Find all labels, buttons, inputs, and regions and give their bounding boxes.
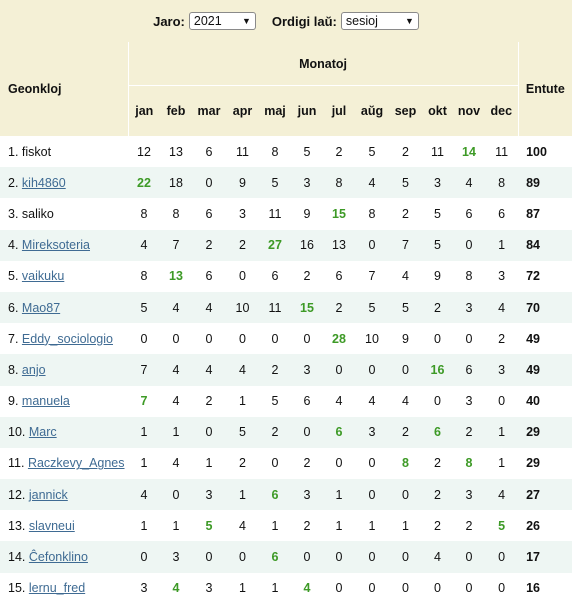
cell-month-value: 0: [239, 269, 246, 284]
cell-month-value: 2: [271, 362, 279, 377]
col-header-total: Entute: [518, 42, 572, 136]
cell-month-value: 0: [335, 362, 343, 377]
user-link[interactable]: vaikuku: [21, 269, 65, 284]
cell-total: 49: [526, 362, 541, 377]
chevron-down-icon: ▼: [241, 16, 251, 26]
cell-month-value: 1: [402, 518, 409, 533]
cell-month-value: 4: [368, 394, 376, 409]
cell-month-value: 2: [498, 331, 506, 346]
cell-month-value: 5: [271, 175, 279, 190]
cell-month-value: 6: [271, 550, 279, 565]
user-link[interactable]: Raczkevy_Agnes: [27, 456, 125, 471]
cell-month-value: 0: [303, 331, 311, 346]
cell-month-value: 2: [335, 144, 343, 159]
cell-month-value: 5: [205, 518, 213, 533]
cell-month-value: 4: [172, 456, 180, 471]
user-link[interactable]: Marc: [28, 425, 57, 440]
cell-month-value: 5: [402, 175, 409, 190]
cell-month-value: 1: [335, 487, 343, 502]
cell-month-value: 1: [172, 425, 180, 440]
chevron-down-icon: ▼: [404, 16, 414, 26]
cell-month-value: 4: [402, 269, 409, 284]
cell-month-value: 13: [332, 238, 346, 253]
cell-month-value: 3: [465, 300, 473, 315]
cell-month-value: 0: [303, 550, 311, 565]
cell-month-value: 2: [434, 518, 441, 533]
cell-month-value: 6: [335, 425, 343, 440]
cell-user: [0, 136, 128, 167]
cell-month-value: 8: [498, 175, 506, 190]
cell-month-value: 6: [465, 362, 473, 377]
cell-total: 49: [526, 331, 541, 346]
cell-month-value: 6: [303, 394, 311, 409]
cell-user: [0, 417, 128, 448]
cell-month-value: 4: [303, 581, 311, 596]
cell-month-value: 11: [236, 144, 249, 159]
order-label: Ordigi laŭ:: [271, 13, 337, 29]
cell-month-value: 1: [271, 518, 279, 533]
cell-user: [0, 167, 128, 198]
col-header-month: mar: [192, 86, 226, 137]
table-row: [0, 198, 572, 229]
cell-total: 87: [526, 206, 541, 221]
cell-month-value: 4: [205, 362, 213, 377]
cell-month-value: 4: [368, 175, 376, 190]
cell-month-value: 4: [498, 300, 506, 315]
cell-month-value: 4: [465, 175, 473, 190]
cell-user: [0, 198, 128, 229]
cell-month-value: 27: [268, 238, 282, 253]
cell-total: 16: [526, 581, 541, 596]
cell-month-value: 4: [239, 362, 246, 377]
cell-month-value: 0: [205, 331, 213, 346]
cell-month-value: 9: [402, 331, 409, 346]
cell-month-value: 2: [335, 300, 343, 315]
cell-month-value: 2: [402, 206, 409, 221]
cell-month-value: 1: [498, 456, 506, 471]
rank: 11.: [8, 456, 25, 471]
cell-month-value: 5: [434, 238, 441, 253]
rank: 8.: [8, 362, 19, 377]
cell-month-value: 8: [402, 456, 409, 471]
cell-month-value: 1: [498, 425, 506, 440]
cell-month-value: 16: [430, 362, 445, 377]
col-header-month: jun: [291, 86, 323, 137]
cell-month-value: 0: [368, 238, 376, 253]
cell-month-value: 16: [300, 238, 314, 253]
cell-total: 40: [526, 394, 541, 409]
cell-month-value: 4: [172, 362, 180, 377]
filter-bar: [0, 0, 572, 42]
cell-month-value: 8: [271, 144, 279, 159]
user-link[interactable]: Mao87: [21, 300, 61, 315]
cell-month-value: 0: [465, 581, 473, 596]
cell-month-value: 3: [498, 269, 506, 284]
cell-month-value: 9: [303, 206, 311, 221]
col-header-name: Geonkloj: [0, 42, 128, 136]
cell-month-value: 14: [462, 144, 476, 159]
cell-month-value: 3: [205, 581, 213, 596]
table-row: [0, 261, 572, 292]
cell-month-value: 11: [431, 144, 444, 159]
cell-month-value: 1: [239, 581, 246, 596]
cell-month-value: 0: [271, 456, 279, 471]
table-body: [0, 136, 572, 604]
rank: 4.: [8, 238, 19, 253]
rank: 15.: [8, 581, 26, 596]
cell-month-value: 0: [498, 581, 506, 596]
cell-user: [0, 510, 128, 541]
cell-month-value: 2: [303, 456, 311, 471]
cell-total: 89: [526, 175, 541, 190]
cell-month-value: 1: [335, 518, 343, 533]
cell-month-value: 1: [239, 487, 246, 502]
stats-table: [0, 42, 572, 604]
year-filter: [153, 12, 256, 30]
cell-month-value: 6: [498, 206, 506, 221]
cell-month-value: 1: [172, 518, 180, 533]
cell-month-value: 0: [402, 487, 409, 502]
cell-total: 72: [526, 269, 541, 284]
cell-total: 100: [526, 144, 547, 159]
cell-month-value: 2: [303, 269, 311, 284]
cell-month-value: 1: [140, 456, 148, 471]
user-name: fiskot: [21, 144, 52, 159]
cell-user: [0, 573, 128, 604]
cell-month-value: 7: [172, 238, 180, 253]
user-link[interactable]: slavneui: [28, 518, 75, 533]
cell-month-value: 10: [235, 300, 250, 315]
rank: 2.: [8, 175, 19, 190]
cell-month-value: 0: [368, 581, 376, 596]
cell-total: 84: [526, 238, 541, 253]
user-link[interactable]: manuela: [21, 394, 70, 409]
cell-total: 29: [526, 425, 541, 440]
col-header-months: Monatoj: [128, 42, 518, 86]
cell-month-value: 4: [434, 550, 441, 565]
cell-month-value: 0: [335, 550, 343, 565]
cell-month-value: 0: [402, 581, 409, 596]
cell-month-value: 5: [239, 425, 246, 440]
col-header-month: okt: [422, 86, 453, 137]
cell-month-value: 0: [172, 487, 180, 502]
user-link[interactable]: anjo: [21, 362, 46, 377]
cell-user: [0, 323, 128, 354]
cell-month-value: 4: [172, 394, 180, 409]
cell-month-value: 5: [140, 300, 148, 315]
rank: 1.: [8, 144, 19, 159]
cell-month-value: 2: [465, 518, 473, 533]
cell-month-value: 6: [434, 425, 441, 440]
cell-month-value: 5: [368, 300, 376, 315]
rank: 13.: [8, 518, 26, 533]
rank: 6.: [8, 300, 19, 315]
cell-month-value: 1: [271, 581, 279, 596]
cell-month-value: 0: [140, 550, 148, 565]
cell-month-value: 2: [402, 144, 409, 159]
cell-month-value: 1: [140, 425, 148, 440]
table-row: [0, 354, 572, 385]
col-header-month: jul: [323, 86, 355, 137]
cell-month-value: 3: [303, 175, 311, 190]
cell-month-value: 4: [140, 487, 148, 502]
table-row: [0, 167, 572, 198]
cell-month-value: 5: [368, 144, 376, 159]
rank: 5.: [8, 269, 19, 284]
cell-month-value: 4: [172, 581, 180, 596]
table-row: [0, 417, 572, 448]
cell-month-value: 0: [172, 331, 180, 346]
cell-month-value: 5: [303, 144, 311, 159]
cell-month-value: 4: [172, 300, 180, 315]
cell-month-value: 0: [335, 456, 343, 471]
rank: 10.: [8, 425, 26, 440]
cell-month-value: 7: [368, 269, 376, 284]
cell-month-value: 0: [434, 331, 441, 346]
rank: 9.: [8, 394, 19, 409]
rank: 7.: [8, 331, 19, 346]
cell-month-value: 0: [205, 175, 213, 190]
cell-month-value: 0: [465, 550, 473, 565]
table-row: [0, 510, 572, 541]
table-row: [0, 573, 572, 604]
cell-month-value: 3: [140, 581, 148, 596]
cell-month-value: 5: [271, 394, 279, 409]
cell-total: 27: [526, 487, 541, 502]
col-header-month: maj: [259, 86, 291, 137]
cell-month-value: 0: [498, 394, 506, 409]
cell-month-value: 0: [303, 425, 311, 440]
table-row: [0, 386, 572, 417]
cell-month-value: 4: [402, 394, 409, 409]
cell-month-value: 0: [402, 362, 409, 377]
col-header-month: sep: [389, 86, 422, 137]
cell-total: 29: [526, 456, 541, 471]
cell-month-value: 6: [205, 144, 213, 159]
cell-month-value: 6: [335, 269, 343, 284]
cell-month-value: 18: [169, 175, 183, 190]
cell-month-value: 0: [402, 550, 409, 565]
cell-month-value: 6: [271, 269, 279, 284]
cell-month-value: 7: [140, 362, 148, 377]
table-row: [0, 136, 572, 167]
order-filter: [272, 12, 419, 30]
cell-month-value: 2: [303, 518, 311, 533]
cell-month-value: 6: [205, 269, 213, 284]
cell-month-value: 0: [271, 331, 279, 346]
cell-month-value: 2: [434, 300, 441, 315]
table-row: [0, 541, 572, 572]
col-header-month: jan: [128, 86, 160, 137]
user-link[interactable]: Mireksoteria: [21, 238, 90, 253]
rank: 14.: [8, 550, 26, 565]
order-select-value: sesioj: [345, 14, 378, 28]
cell-month-value: 5: [498, 518, 506, 533]
cell-month-value: 0: [140, 331, 148, 346]
cell-month-value: 5: [402, 300, 409, 315]
table-row: [0, 230, 572, 261]
year-select[interactable]: [189, 12, 256, 30]
cell-month-value: 0: [465, 238, 473, 253]
cell-month-value: 8: [172, 206, 180, 221]
cell-month-value: 12: [137, 144, 151, 159]
cell-month-value: 0: [434, 394, 441, 409]
cell-month-value: 1: [205, 456, 213, 471]
cell-month-value: 2: [434, 456, 441, 471]
cell-month-value: 28: [332, 331, 346, 346]
cell-month-value: 2: [402, 425, 409, 440]
table-row: [0, 292, 572, 323]
cell-month-value: 3: [465, 487, 473, 502]
cell-month-value: 0: [205, 425, 213, 440]
cell-month-value: 3: [498, 362, 506, 377]
cell-month-value: 1: [498, 238, 506, 253]
cell-month-value: 11: [268, 206, 282, 221]
cell-month-value: 6: [271, 487, 279, 502]
cell-month-value: 0: [465, 331, 473, 346]
cell-month-value: 3: [465, 394, 473, 409]
cell-month-value: 0: [368, 550, 376, 565]
rank: 12.: [8, 487, 26, 502]
cell-month-value: 0: [434, 581, 441, 596]
user-link[interactable]: jannick: [28, 487, 68, 502]
cell-month-value: 11: [495, 144, 509, 159]
cell-month-value: 15: [300, 300, 314, 315]
cell-month-value: 4: [335, 394, 343, 409]
cell-month-value: 2: [465, 425, 473, 440]
cell-month-value: 6: [465, 206, 473, 221]
rank: 3.: [8, 206, 19, 221]
cell-month-value: 11: [268, 300, 282, 315]
cell-month-value: 0: [368, 487, 376, 502]
cell-month-value: 15: [332, 206, 346, 221]
cell-month-value: 13: [169, 269, 183, 284]
cell-total: 70: [526, 300, 541, 315]
user-link[interactable]: lernu_fred: [28, 581, 86, 596]
table-header: [0, 42, 572, 136]
cell-total: 17: [526, 550, 541, 565]
cell-month-value: 13: [169, 144, 183, 159]
cell-month-value: 0: [335, 581, 343, 596]
cell-user: [0, 386, 128, 417]
cell-month-value: 0: [498, 550, 506, 565]
cell-user: [0, 541, 128, 572]
cell-month-value: 5: [434, 206, 441, 221]
cell-user: [0, 354, 128, 385]
cell-month-value: 0: [239, 550, 246, 565]
cell-month-value: 8: [140, 269, 148, 284]
cell-month-value: 2: [434, 487, 441, 502]
table-row: [0, 448, 572, 479]
cell-month-value: 7: [402, 238, 409, 253]
year-select-value: 2021: [193, 14, 222, 28]
cell-month-value: 9: [239, 175, 246, 190]
cell-month-value: 1: [239, 394, 246, 409]
cell-user: [0, 261, 128, 292]
cell-month-value: 3: [368, 425, 376, 440]
col-header-month: aŭg: [355, 86, 389, 137]
cell-user: [0, 292, 128, 323]
col-header-month: nov: [453, 86, 485, 137]
cell-month-value: 2: [239, 238, 246, 253]
table-row: [0, 323, 572, 354]
cell-month-value: 3: [434, 175, 441, 190]
year-label: Jaro:: [153, 13, 185, 29]
cell-month-value: 2: [239, 456, 246, 471]
user-link[interactable]: Eddy_sociologio: [21, 331, 113, 346]
cell-month-value: 0: [239, 331, 246, 346]
col-header-month: apr: [226, 86, 259, 137]
order-select[interactable]: [341, 12, 419, 30]
cell-month-value: 8: [140, 206, 148, 221]
col-header-month: dec: [485, 86, 518, 137]
cell-month-value: 0: [368, 456, 376, 471]
cell-user: [0, 230, 128, 261]
cell-month-value: 6: [205, 206, 213, 221]
cell-month-value: 3: [172, 550, 180, 565]
cell-month-value: 1: [140, 518, 148, 533]
cell-month-value: 2: [271, 425, 279, 440]
cell-month-value: 8: [465, 269, 473, 284]
cell-month-value: 4: [239, 518, 246, 533]
user-link[interactable]: Ĉefonklino: [28, 550, 88, 565]
cell-month-value: 3: [303, 362, 311, 377]
cell-month-value: 2: [205, 394, 213, 409]
table-row: [0, 479, 572, 510]
col-header-month: feb: [160, 86, 192, 137]
cell-month-value: 4: [140, 238, 148, 253]
cell-month-value: 7: [140, 394, 148, 409]
cell-month-value: 10: [365, 331, 379, 346]
cell-month-value: 4: [498, 487, 506, 502]
cell-month-value: 0: [368, 362, 376, 377]
cell-month-value: 3: [205, 487, 213, 502]
cell-month-value: 3: [303, 487, 311, 502]
cell-month-value: 4: [205, 300, 213, 315]
cell-total: 26: [526, 518, 541, 533]
cell-month-value: 22: [137, 175, 151, 190]
cell-month-value: 8: [335, 175, 343, 190]
cell-month-value: 8: [465, 456, 473, 471]
cell-month-value: 0: [205, 550, 213, 565]
cell-month-value: 9: [434, 269, 441, 284]
cell-user: [0, 448, 128, 479]
cell-user: [0, 479, 128, 510]
cell-month-value: 3: [239, 206, 246, 221]
user-link[interactable]: kih4860: [21, 175, 66, 190]
cell-month-value: 1: [368, 518, 376, 533]
user-name: saliko: [21, 206, 54, 221]
cell-month-value: 2: [205, 238, 213, 253]
cell-month-value: 8: [368, 206, 376, 221]
